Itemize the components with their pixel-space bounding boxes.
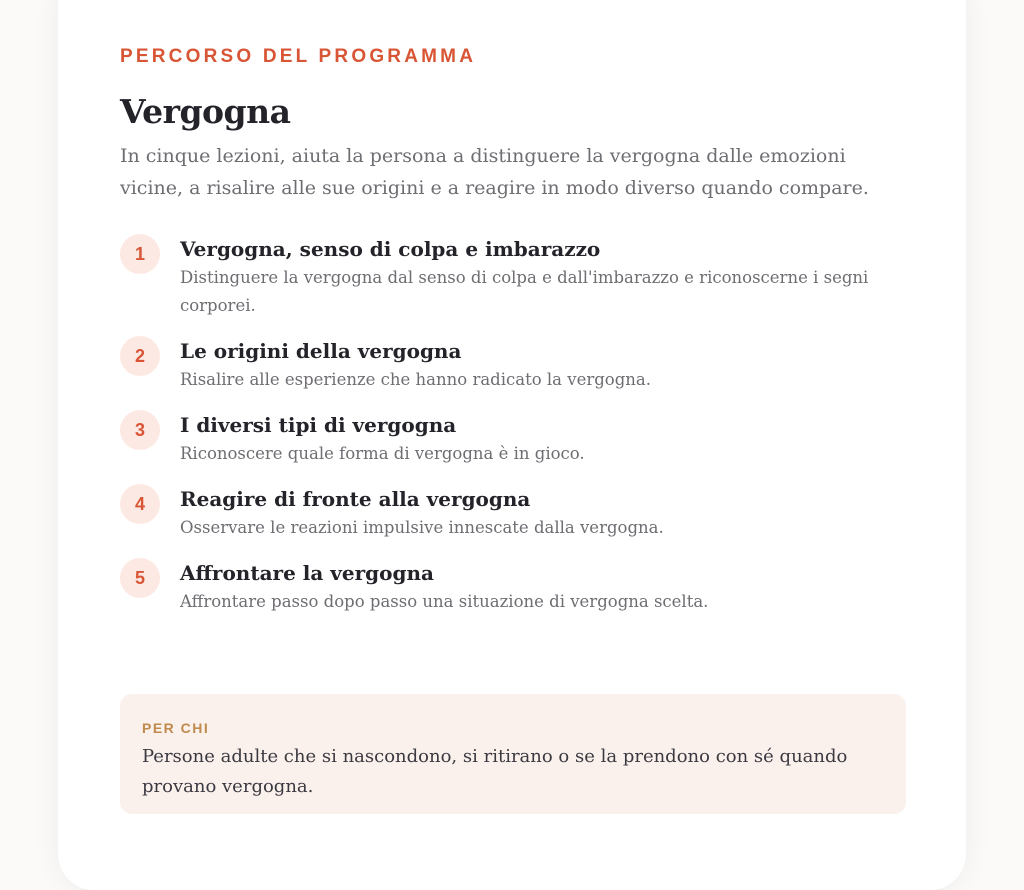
lesson-number-badge: 5: [120, 558, 160, 598]
lesson-item: [120, 234, 906, 320]
program-content: [120, 46, 906, 797]
lesson-description: Distinguere la vergogna dal senso di colpa e dall'imbarazzo e riconoscerne i segni corporei.: [180, 268, 869, 315]
lesson-title: I diversi tipi di vergogna: [180, 413, 457, 437]
program-description: In cinque lezioni, aiuta la persona a distinguere la vergogna dalle emozioni vicine, a risalire alle sue origini e a reagire in modo diverso quando compare.: [120, 145, 869, 199]
lesson-title: Le origini della vergogna: [180, 339, 462, 363]
lesson-number-badge: 2: [120, 336, 160, 376]
program-title: Vergogna: [120, 92, 291, 131]
section-eyebrow: PERCORSO DEL PROGRAMMA: [120, 46, 477, 67]
lesson-item: [120, 558, 906, 616]
lesson-title: Vergogna, senso di colpa e imbarazzo: [180, 237, 601, 261]
lesson-list: [120, 234, 906, 616]
lesson-description: Risalire alle esperienze che hanno radicato la vergogna.: [180, 370, 651, 389]
audience-label: PER CHI: [142, 720, 210, 736]
audience-box: [120, 694, 906, 814]
lesson-title: Reagire di fronte alla vergogna: [180, 487, 531, 511]
lesson-item: [120, 336, 906, 394]
lesson-number-badge: 1: [120, 234, 160, 274]
lesson-number-badge: 4: [120, 484, 160, 524]
lesson-description: Riconoscere quale forma di vergogna è in gioco.: [180, 444, 585, 463]
lesson-description: Affrontare passo dopo passo una situazione di vergogna scelta.: [180, 592, 709, 611]
lesson-title: Affrontare la vergogna: [180, 561, 434, 585]
audience-text: Persone adulte che si nascondono, si ritirano o se la prendono con sé quando provano vergogna.: [142, 746, 848, 797]
lesson-item: [120, 410, 906, 468]
lesson-description: Osservare le reazioni impulsive innescate dalla vergogna.: [180, 518, 664, 537]
lesson-number-badge: 3: [120, 410, 160, 450]
lesson-item: [120, 484, 906, 542]
